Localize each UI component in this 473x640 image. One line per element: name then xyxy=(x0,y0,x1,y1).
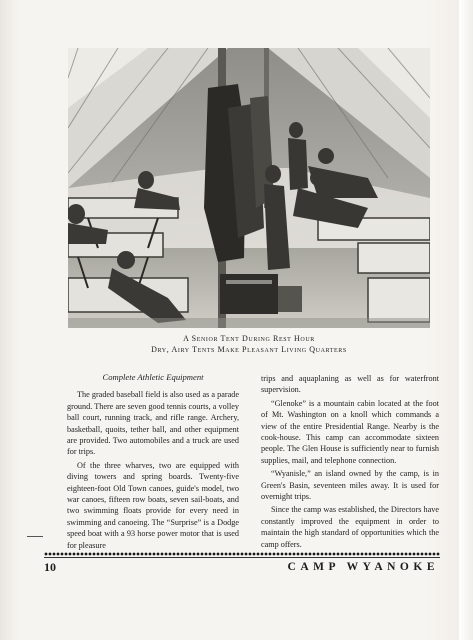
paragraph: “Wyanisle,” an island owned by the camp, is in Green's Basin, seventeen miles away. It is used for overnight trips. xyxy=(261,469,439,502)
tent-photo xyxy=(68,48,430,328)
photo-caption-subtitle: Dry, Airy Tents Make Pleasant Living Quarters xyxy=(151,345,347,354)
paragraph: Of the three wharves, two are equipped with diving towers and spring boards. Twenty-five eighteen-foot Old Town canoes, guide's model, two war canoes, fifteen row boats, seven sail-boats, and two swimming floats provide for every need in swimming and canoeing. The “Surprise” is a Dodge speed boat with a 93 horse power motor that is used for pleasure xyxy=(67,460,239,550)
paragraph: The graded baseball field is also used as a parade ground. There are seven good tennis courts, a volley ball court, running track, and rifle range. Archery, basketball, quoits, tether ball, and other equipment are provided. Two automobiles and a truck are used for trips. xyxy=(67,390,239,457)
left-column xyxy=(67,372,239,553)
section-heading: Complete Athletic Equipment xyxy=(102,372,204,382)
right-column xyxy=(261,373,439,552)
photo-caption-title: A Senior Tent During Rest Hour xyxy=(183,334,315,343)
footer-rule xyxy=(44,557,440,558)
paragraph: Since the camp was established, the Directors have constantly improved the equipment in order to maintain the high standard of opportunities which the camp offers. xyxy=(261,505,439,549)
paragraph-continuation: trips and aquaplaning as well as for waterfront supervision. xyxy=(261,374,439,395)
margin-mark xyxy=(27,536,43,537)
footer-dotted-rule xyxy=(44,552,440,556)
page-number: 10 xyxy=(44,560,56,574)
paragraph: “Glenoke” is a mountain cabin located at the foot of Mt. Washington on a knoll which commands a view of the entire Presidential Range. Nearby is the cook-house. This camp can accommodate sixteen people. The Glen House is sufficiently near to furnish supplies, mail, and telephone connection. xyxy=(261,398,439,465)
running-footer-title: CAMP WYANOKE xyxy=(287,561,439,573)
page-edge xyxy=(459,0,473,640)
